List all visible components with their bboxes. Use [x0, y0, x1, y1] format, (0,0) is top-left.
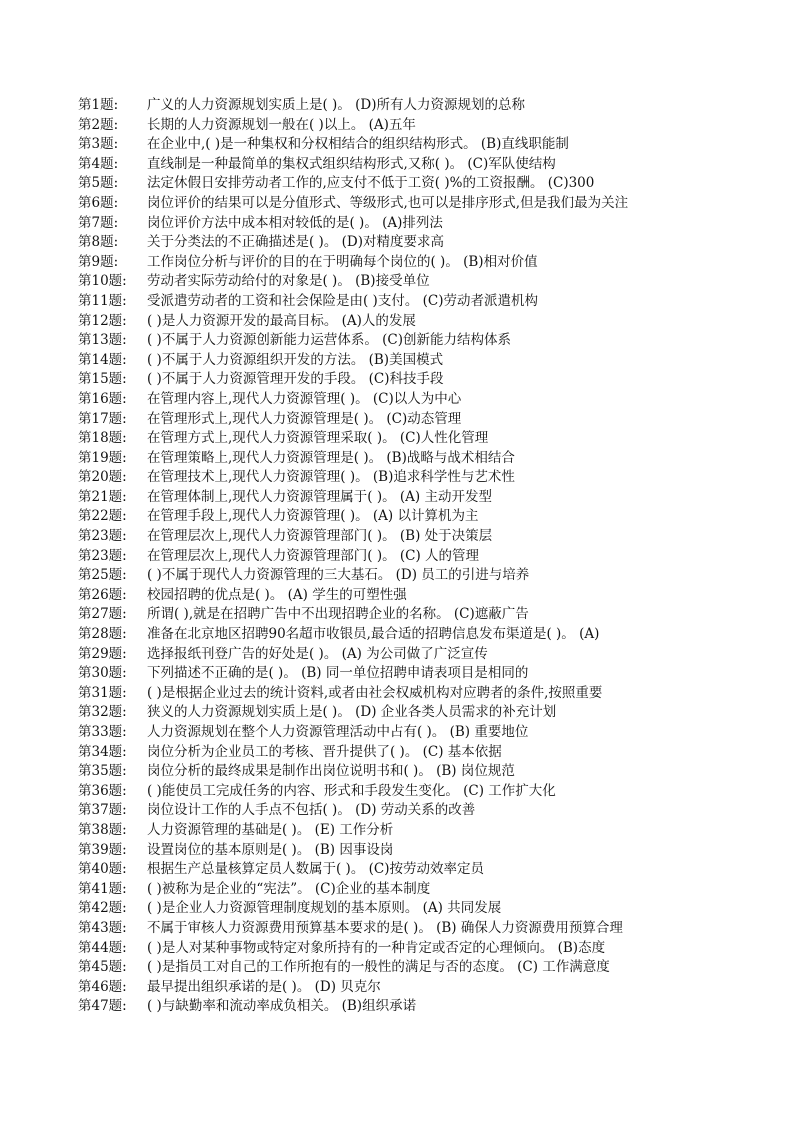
question-number: 第43题:	[78, 919, 127, 936]
question-number: 第23题:	[78, 528, 127, 545]
question-list	[0, 96, 718, 1017]
question-text: 长期的人力资源规划一般在( )以上。 (A)五年	[147, 116, 416, 133]
question-number: 第21题:	[78, 488, 127, 505]
question-row	[0, 410, 718, 430]
question-text: ( )不属于人力资源创新能力运营体系。 (C)创新能力结构体系	[147, 332, 511, 349]
question-text: ( )不属于现代人力资源管理的三大基石。 (D) 员工的引进与培养	[147, 567, 530, 584]
question-number: 第2题:	[78, 116, 119, 133]
question-text: 人力资源规划在整个人力资源管理活动中占有( )。 (B) 重要地位	[147, 724, 529, 740]
question-row	[0, 429, 718, 449]
question-number: 第15题:	[78, 371, 127, 388]
question-row	[0, 174, 718, 194]
question-number: 第11题:	[78, 292, 127, 309]
question-text: 所谓( ),就是在招聘广告中不出现招聘企业的名称。 (C)遮蔽广告	[147, 606, 529, 623]
question-row	[0, 645, 718, 665]
question-number: 第17题:	[78, 410, 127, 427]
question-row	[0, 488, 718, 508]
question-row	[0, 958, 718, 978]
question-number: 第9题:	[78, 253, 119, 270]
question-number: 第18题:	[78, 430, 127, 447]
question-number: 第4题:	[78, 155, 119, 172]
question-row	[0, 841, 718, 861]
question-text: 狭义的人力资源规划实质上是( )。 (D) 企业各类人员需求的补充计划	[147, 704, 557, 721]
question-text: 岗位分析为企业员工的考核、晋升提供了( )。 (C) 基本依据	[147, 743, 502, 760]
question-row	[0, 527, 718, 547]
question-text: 岗位评价的结果可以是分值形式、等级形式,也可以是排序形式,但是我们最为关注	[147, 194, 629, 211]
question-number: 第35题:	[78, 763, 127, 780]
question-row	[0, 449, 718, 469]
question-text: ( )是人对某种事物或特定对象所持有的一种肯定或否定的心理倾向。 (B)态度	[147, 939, 606, 956]
question-number: 第10题:	[78, 273, 127, 290]
question-row	[0, 468, 718, 488]
question-number: 第16题:	[78, 390, 127, 407]
question-row	[0, 253, 718, 273]
question-number: 第45题:	[78, 959, 127, 976]
question-text: 在管理内容上,现代人力资源管理( )。 (C)以人为中心	[147, 390, 462, 407]
question-text: ( )是人力资源开发的最高目标。 (A)人的发展	[147, 312, 416, 329]
question-number: 第32题:	[78, 704, 127, 721]
question-row	[0, 997, 718, 1017]
question-row	[0, 390, 718, 410]
question-text: 设置岗位的基本原则是( )。 (B) 因事设岗	[147, 841, 394, 858]
question-text: 在管理体制上,现代人力资源管理属于( )。 (A) 主动开发型	[147, 488, 492, 505]
question-number: 第38题:	[78, 821, 127, 838]
question-number: 第30题:	[78, 665, 127, 682]
question-number: 第14题:	[78, 351, 127, 368]
question-row	[0, 860, 718, 880]
question-number: 第3题:	[78, 136, 119, 153]
question-number: 第37题:	[78, 802, 127, 819]
question-row	[0, 233, 718, 253]
question-number: 第34题:	[78, 743, 127, 760]
question-number: 第26题:	[78, 586, 127, 603]
question-text: 广义的人力资源规划实质上是( )。 (D)所有人力资源规划的总称	[147, 97, 525, 113]
question-text: 劳动者实际劳动给付的对象是( )。 (B)接受单位	[147, 273, 430, 290]
question-number: 第46题:	[78, 978, 127, 995]
question-number: 第19题:	[78, 449, 127, 466]
question-text: 最早提出组织承诺的是( )。 (D) 贝克尔	[147, 978, 381, 995]
question-number: 第7题:	[78, 214, 119, 231]
question-text: 关于分类法的不正确描述是( )。 (D)对精度要求高	[147, 234, 444, 251]
question-row	[0, 899, 718, 919]
question-text: 法定休假日安排劳动者工作的,应支付不低于工资( )%的工资报酬。 (C)300	[147, 175, 595, 192]
question-row	[0, 507, 718, 527]
question-row	[0, 723, 718, 743]
question-row	[0, 312, 718, 332]
question-text: 在管理策略上,现代人力资源管理是( )。 (B)战略与战术相结合	[147, 449, 515, 466]
question-text: 在管理方式上,现代人力资源管理采取( )。 (C)人性化管理	[147, 430, 489, 447]
question-text: 在管理手段上,现代人力资源管理( )。 (A) 以计算机为主	[147, 508, 479, 525]
question-number: 第8题:	[78, 234, 119, 251]
question-text: ( )不属于人力资源组织开发的方法。 (B)美国模式	[147, 351, 444, 368]
question-text: 工作岗位分析与评价的目的在于明确每个岗位的( )。 (B)相对价值	[147, 253, 538, 270]
question-row	[0, 880, 718, 900]
question-text: 在管理层次上,现代人力资源管理部门( )。 (C) 人的管理	[147, 547, 480, 564]
question-text: 岗位设计工作的人手点不包括( )。 (D) 劳动关系的改善	[147, 802, 476, 819]
question-text: 不属于审核人力资源费用预算基本要求的是( )。 (B) 确保人力资源费用预算合理	[147, 919, 623, 936]
question-text: ( )被称为是企业的“宪法”。 (C)企业的基本制度	[147, 880, 431, 897]
question-row	[0, 331, 718, 351]
question-row	[0, 782, 718, 802]
question-text: 岗位分析的最终成果是制作出岗位说明书和( )。 (B) 岗位规范	[147, 763, 515, 780]
question-row	[0, 664, 718, 684]
question-row	[0, 96, 718, 116]
question-number: 第41题:	[78, 880, 127, 897]
question-number: 第31题:	[78, 684, 127, 701]
question-text: 在管理层次上,现代人力资源管理部门( )。 (B) 处于决策层	[147, 528, 493, 545]
question-row	[0, 586, 718, 606]
question-text: ( )与缺勤率和流动率成负相关。 (B)组织承诺	[147, 998, 417, 1015]
question-number: 第6题:	[78, 194, 119, 211]
question-number: 第39题:	[78, 841, 127, 858]
question-row	[0, 351, 718, 371]
question-text: 选择报纸刊登广告的好处是( )。 (A) 为公司做了广泛宣传	[147, 645, 488, 662]
question-text: 根据生产总量核算定员人数属于( )。 (C)按劳动效率定员	[147, 861, 484, 878]
question-text: 岗位评价方法中成本相对较低的是( )。 (A)排列法	[147, 214, 443, 231]
question-row	[0, 762, 718, 782]
question-text: ( )是指员工对自己的工作所抱有的一般性的满足与否的态度。 (C) 工作满意度	[147, 959, 610, 976]
question-row	[0, 214, 718, 234]
question-row	[0, 370, 718, 390]
question-text: ( )不属于人力资源管理开发的手段。 (C)科技手段	[147, 371, 444, 388]
question-text: 受派遣劳动者的工资和社会保险是由( )支付。 (C)劳动者派遣机构	[147, 292, 538, 309]
question-row	[0, 155, 718, 175]
question-text: 人力资源管理的基础是( )。 (E) 工作分析	[147, 821, 394, 838]
question-row	[0, 605, 718, 625]
question-text: 在管理形式上,现代人力资源管理是( )。 (C)动态管理	[147, 410, 462, 427]
question-row	[0, 194, 718, 214]
question-number: 第44题:	[78, 939, 127, 956]
question-row	[0, 978, 718, 998]
question-row	[0, 801, 718, 821]
question-row	[0, 743, 718, 763]
question-number: 第20题:	[78, 469, 127, 486]
question-number: 第42题:	[78, 900, 127, 917]
question-text: 在管理技术上,现代人力资源管理( )。 (B)追求科学性与艺术性	[147, 469, 515, 486]
question-number: 第5题:	[78, 175, 119, 192]
question-text: 在企业中,( )是一种集权和分权相结合的组织结构形式。 (B)直线职能制	[147, 136, 569, 153]
question-number: 第28题:	[78, 626, 127, 643]
question-row	[0, 116, 718, 136]
question-text: 直线制是一种最简单的集权式组织结构形式,又称( )。 (C)军队使结构	[147, 155, 556, 172]
question-row	[0, 135, 718, 155]
question-number: 第47题:	[78, 998, 127, 1015]
question-row	[0, 547, 718, 567]
question-number: 第23题:	[78, 547, 127, 564]
question-number: 第27题:	[78, 606, 127, 623]
question-row	[0, 292, 718, 312]
question-number: 第25题:	[78, 567, 127, 584]
question-row	[0, 625, 718, 645]
question-number: 第40题:	[78, 861, 127, 878]
question-number: 第22题:	[78, 508, 127, 525]
question-number: 第36题:	[78, 782, 127, 799]
question-number: 第1题:	[78, 97, 119, 113]
question-row	[0, 566, 718, 586]
question-text: ( )是企业人力资源管理制度规划的基本原则。 (A) 共同发展	[147, 900, 502, 917]
question-number: 第33题:	[78, 724, 127, 740]
question-row	[0, 821, 718, 841]
question-row	[0, 703, 718, 723]
question-row	[0, 272, 718, 292]
question-text: 准备在北京地区招聘90名超市收银员,最合适的招聘信息发布渠道是( )。 (A)	[147, 626, 600, 643]
question-text: 下列描述不正确的是( )。 (B) 同一单位招聘申请表项目是相同的	[147, 665, 529, 682]
question-text: 校园招聘的优点是( )。 (A) 学生的可塑性强	[147, 586, 407, 603]
question-row	[0, 939, 718, 959]
question-number: 第13题:	[78, 332, 127, 349]
question-number: 第12题:	[78, 312, 127, 329]
question-row	[0, 919, 718, 939]
question-row	[0, 684, 718, 704]
question-text: ( )能使员工完成任务的内容、形式和手段发生变化。 (C) 工作扩大化	[147, 782, 556, 799]
question-number: 第29题:	[78, 645, 127, 662]
question-text: ( )是根据企业过去的统计资料,或者由社会权威机构对应聘者的条件,按照重要	[147, 684, 603, 701]
